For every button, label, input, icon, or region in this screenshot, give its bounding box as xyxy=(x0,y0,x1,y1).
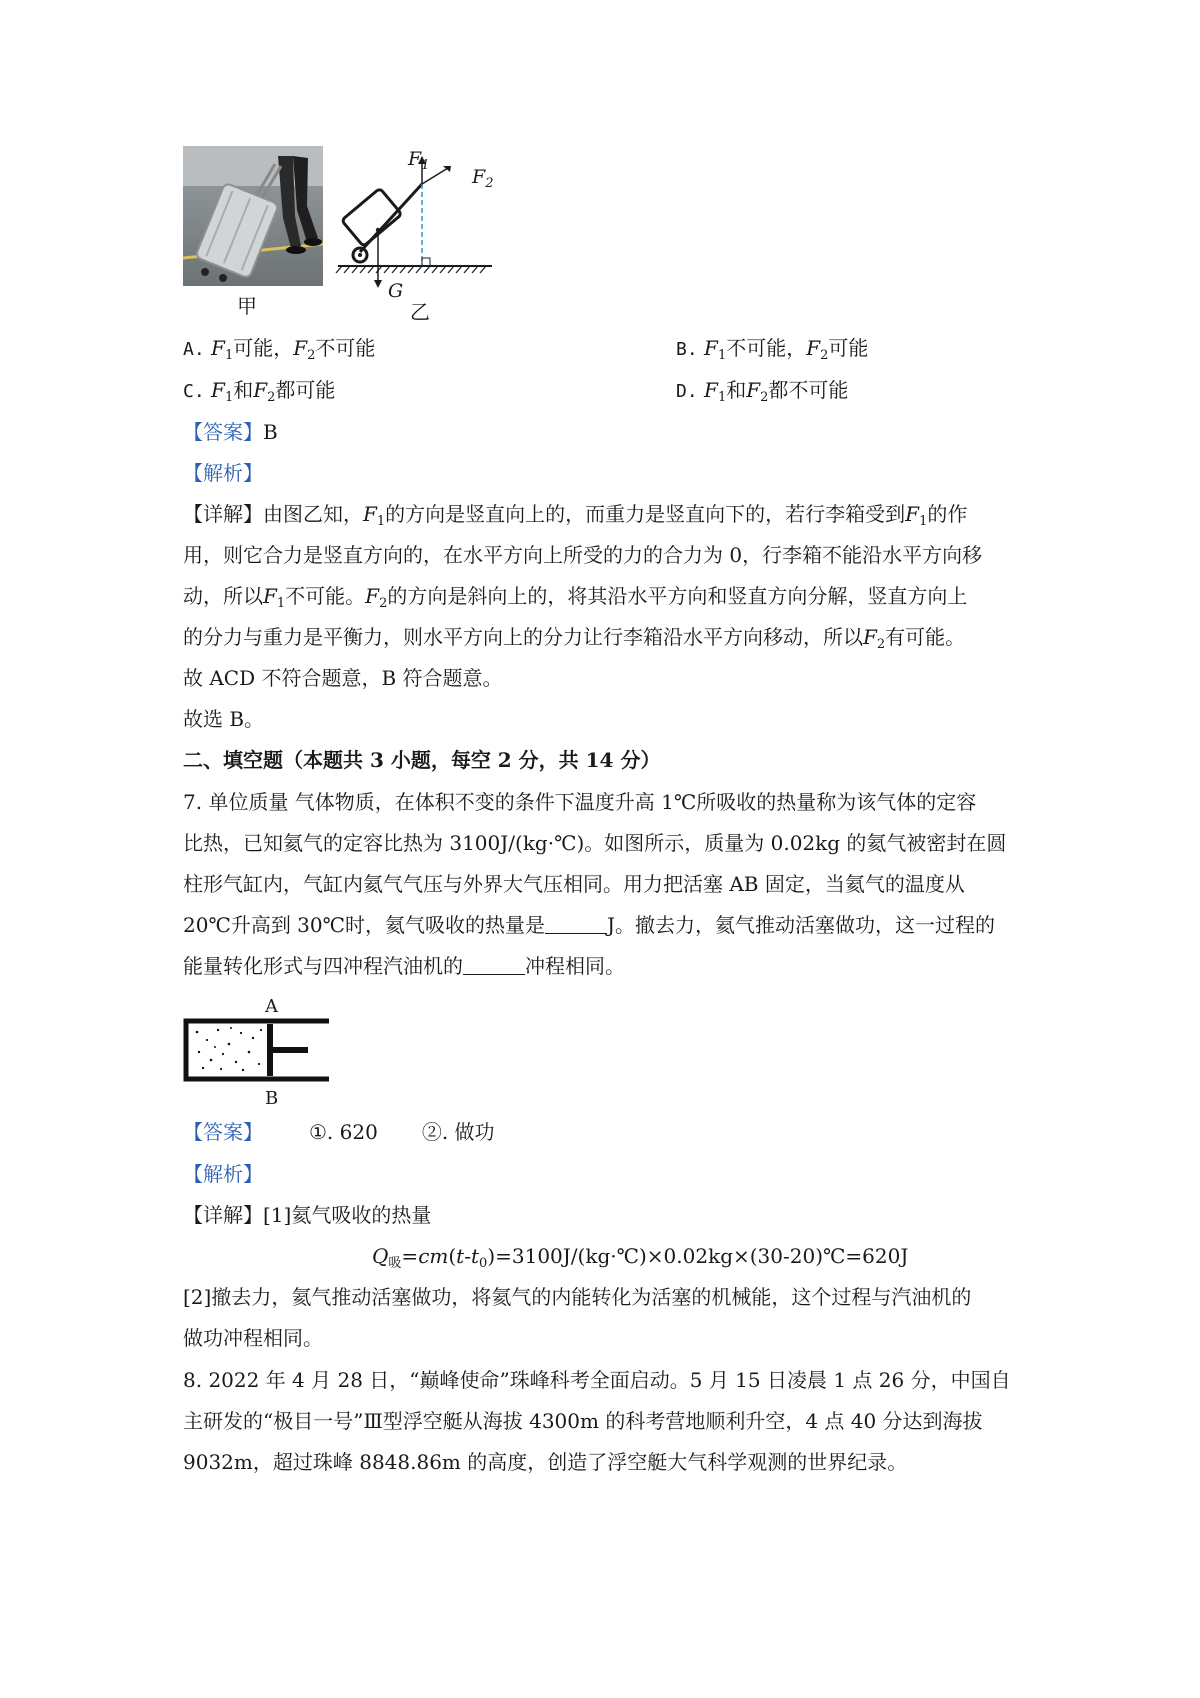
diagram-label-f1 xyxy=(408,148,429,173)
option-a-end: 不可能 xyxy=(315,336,376,360)
f2-inline: F xyxy=(365,584,380,608)
q6-detail-line-1 xyxy=(183,502,967,534)
q7-l4b: J。撤去力，氦气推动活塞做功，这一过程的 xyxy=(607,913,996,937)
formula-t0-sub: 0 xyxy=(479,1256,488,1271)
blank-2 xyxy=(463,958,525,975)
suitcase-photo xyxy=(183,146,323,286)
q7-line-5 xyxy=(183,954,625,978)
option-d-mid: 和 xyxy=(726,378,747,402)
option-c-f1: F xyxy=(211,378,225,402)
option-a-mid: 可能， xyxy=(233,336,294,360)
q7-answer-tag: 【答案】 xyxy=(183,1120,263,1144)
answer-tag: 【答案】 xyxy=(183,420,263,444)
q7-formula xyxy=(372,1244,908,1276)
q8-line-2: 主研发的“极目一号”Ⅲ型浮空艇从海拔 4300m 的科考营地顺利升空，4 点 40 分达到海拔 xyxy=(183,1409,983,1433)
q6-detail-line-3 xyxy=(183,584,967,616)
diagram-label-g: G xyxy=(388,280,404,302)
formula-paren: ( xyxy=(448,1244,457,1268)
q7-detail-line-1 xyxy=(183,1203,431,1227)
q8-line-1: 8. 2022 年 4 月 28 日，“巅峰使命”珠峰科考全面启动。5 月 15 日凌晨 1 点 26 分，中国自 xyxy=(183,1368,1011,1392)
option-b xyxy=(676,336,868,368)
q6-answer xyxy=(183,420,278,444)
q7-detail-tag: 【详解】 xyxy=(183,1203,263,1227)
q7-answer-2: ②. 做功 xyxy=(421,1120,495,1144)
q7-line-2: 比热，已知氦气的定容比热为 3100J/(kg·℃)。如图所示，质量为 0.02kg 的氦气被密封在圆 xyxy=(183,831,1007,855)
q7-answer xyxy=(183,1120,495,1144)
q7-detail-line-3: 做功冲程相同。 xyxy=(183,1326,323,1350)
section-2-heading: 二、填空题（本题共 3 小题，每空 2 分，共 14 分） xyxy=(183,748,661,772)
option-d-label: D. xyxy=(676,381,698,402)
option-b-f1: F xyxy=(704,336,718,360)
answer-value: B xyxy=(263,420,278,444)
option-d-end: 都不可能 xyxy=(768,378,849,402)
q6-analysis-tag: 【解析】 xyxy=(183,461,263,485)
option-b-mid: 不可能， xyxy=(726,336,807,360)
q6-d1b: 的方向是竖直向上的，而重力是竖直向下的，若行李箱受到 xyxy=(385,502,906,526)
option-d-f1: F xyxy=(704,378,718,402)
q7-analysis-tag: 【解析】 xyxy=(183,1162,263,1186)
option-a-f2-sub: 2 xyxy=(307,348,316,363)
formula-q: Q xyxy=(372,1244,389,1268)
q6-d1a: 由图乙知， xyxy=(263,502,363,526)
f2-inline-2: F xyxy=(863,625,877,649)
option-d-f1-sub: 1 xyxy=(717,390,727,405)
f1-inline-2: F xyxy=(905,502,920,526)
q6-d3b: 不可能。 xyxy=(285,584,366,608)
f2-subscript: 2 xyxy=(485,176,494,191)
option-b-f1-sub: 1 xyxy=(717,348,727,363)
q6-d3a: 动，所以 xyxy=(183,584,263,608)
option-c-end: 都可能 xyxy=(275,378,336,402)
q7-line-4 xyxy=(183,913,995,937)
formula-t: t xyxy=(456,1244,465,1268)
option-d-f2-sub: 2 xyxy=(760,390,769,405)
q7-l5b: 冲程相同。 xyxy=(525,954,625,978)
blank-1 xyxy=(545,917,607,934)
q7-line-3: 柱形气缸内，气缸内氦气气压与外界大气压相同。用力把活塞 AB 固定，当氦气的温度从 xyxy=(183,872,965,896)
figure-label-b: B xyxy=(265,1088,279,1109)
option-c-f2: F xyxy=(253,378,268,402)
formula-cm: cm xyxy=(418,1244,449,1268)
option-b-label: B. xyxy=(676,339,698,360)
q6-detail-line-4 xyxy=(183,625,965,657)
q7-d1: [1]氦气吸收的热量 xyxy=(263,1203,432,1227)
f2-symbol: F xyxy=(472,166,486,188)
figure-label-a: A xyxy=(265,996,278,1017)
option-c-f2-sub: 2 xyxy=(267,390,276,405)
f1-inline: F xyxy=(363,502,377,526)
q7-line-1: 7. 单位质量 气体物质，在体积不变的条件下温度升高 1℃所吸收的热量称为该气体的定容 xyxy=(183,790,977,814)
cylinder-diagram xyxy=(183,1018,333,1082)
option-b-f2-sub: 2 xyxy=(820,348,829,363)
q6-d4a: 的分力与重力是平衡力，则水平方向上的分力让行李箱沿水平方向移动，所以 xyxy=(183,625,863,649)
f2-inline-2-sub: 2 xyxy=(876,637,886,652)
option-d xyxy=(676,378,848,410)
q6-d4b: 有可能。 xyxy=(885,625,966,649)
figure-label-yi: 乙 xyxy=(410,300,430,324)
option-d-f2: F xyxy=(746,378,761,402)
q6-detail-line-2: 用，则它合力是竖直方向的，在水平方向上所受的力的合力为 0，行李箱不能沿水平方向移 xyxy=(183,543,983,567)
q8-line-3: 9032m，超过珠峰 8848.86m 的高度，创造了浮空艇大气科学观测的世界纪录。 xyxy=(183,1450,908,1474)
q7-l5a: 能量转化形式与四冲程汽油机的 xyxy=(183,954,463,978)
option-c-f1-sub: 1 xyxy=(224,390,234,405)
option-a-f2: F xyxy=(293,336,308,360)
option-a-f1-sub: 1 xyxy=(224,348,234,363)
q7-answer-1: ①. 620 xyxy=(309,1120,378,1144)
option-a xyxy=(183,336,375,368)
option-b-f2: F xyxy=(806,336,821,360)
diagram-label-f2 xyxy=(472,166,493,191)
option-b-end: 可能 xyxy=(828,336,869,360)
option-a-label: A. xyxy=(183,339,205,360)
option-c-mid: 和 xyxy=(233,378,254,402)
q6-detail-line-6: 故选 B。 xyxy=(183,707,265,731)
q6-d3c: 的方向是斜向上的，将其沿水平方向和竖直方向分解，竖直方向上 xyxy=(387,584,968,608)
detail-tag: 【详解】 xyxy=(183,502,263,526)
q6-detail-line-5: 故 ACD 不符合题意，B 符合题意。 xyxy=(183,666,503,690)
formula-q-sub: 吸 xyxy=(388,1256,402,1271)
figure-label-jia: 甲 xyxy=(237,294,257,318)
f1-subscript: 1 xyxy=(421,158,430,173)
q6-d1c: 的作 xyxy=(927,502,968,526)
f1-inline-3-sub: 1 xyxy=(276,596,286,611)
option-c-label: C. xyxy=(183,381,205,402)
formula-minus: - xyxy=(464,1244,471,1268)
formula-eq: = xyxy=(401,1244,419,1268)
f1-inline-sub: 1 xyxy=(376,514,386,529)
option-c xyxy=(183,378,335,410)
option-a-f1: F xyxy=(211,336,225,360)
formula-t0: t xyxy=(470,1244,480,1268)
f2-inline-sub: 2 xyxy=(379,596,388,611)
f1-inline-3: F xyxy=(263,584,277,608)
formula-rest: )=3100J/(kg·℃)×0.02kg×(30-20)℃=620J xyxy=(487,1244,909,1268)
q7-detail-line-2: [2]撤去力，氦气推动活塞做功，将氦气的内能转化为活塞的机械能，这个过程与汽油机的 xyxy=(183,1285,972,1309)
f1-symbol: F xyxy=(408,148,422,170)
f1-inline-2-sub: 1 xyxy=(919,514,928,529)
q7-l4a: 20℃升高到 30℃时，氦气吸收的热量是 xyxy=(183,913,546,937)
